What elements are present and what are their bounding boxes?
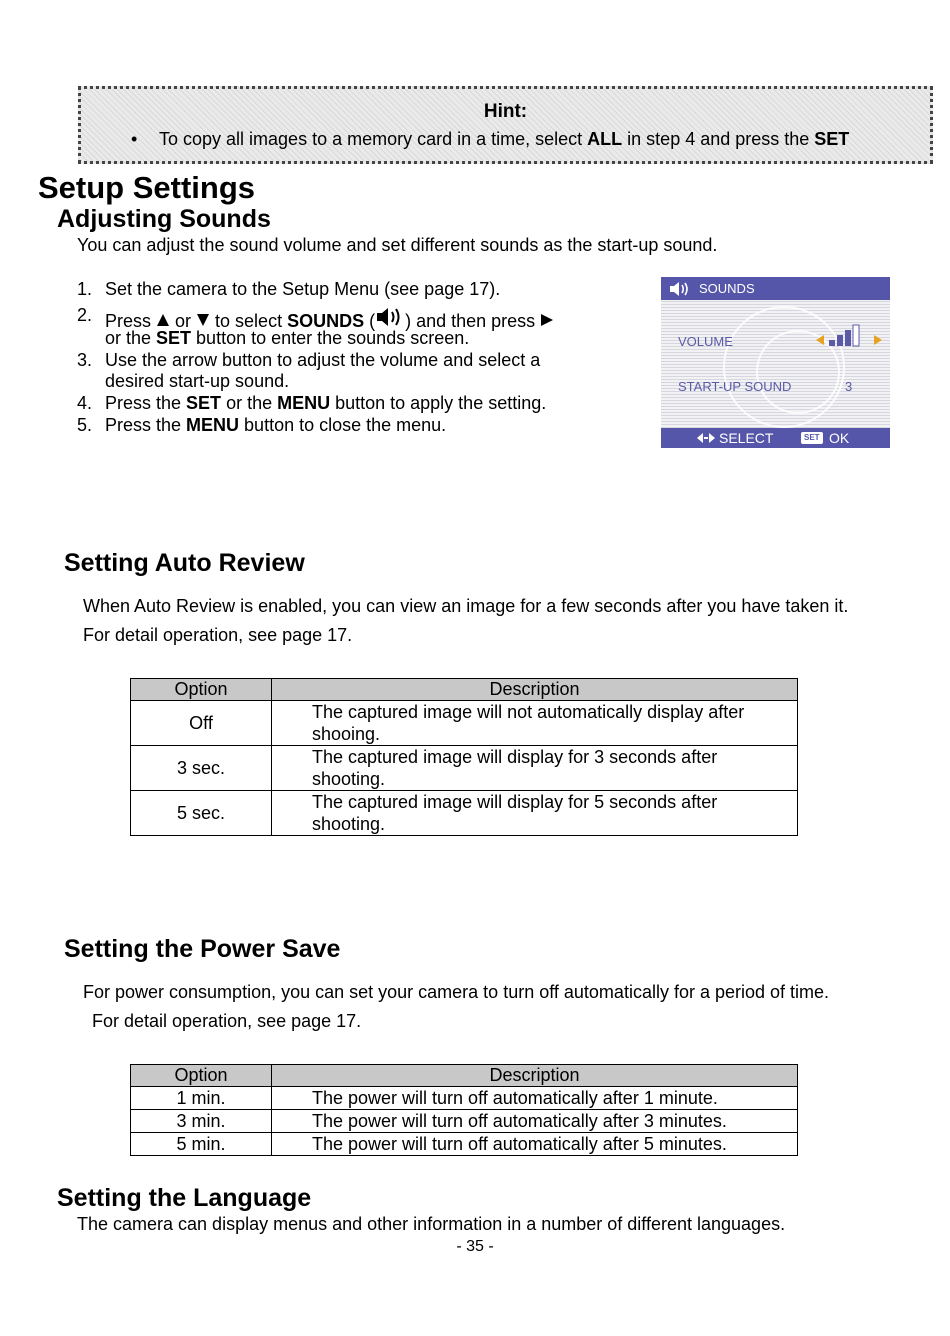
column-header: Description (272, 679, 798, 701)
description-cell (272, 701, 798, 746)
hint-text-part: in step 4 and press the (622, 129, 815, 149)
list-text: ( (364, 311, 376, 331)
description-line: shooting. (312, 814, 386, 834)
list-text: Press the (105, 393, 187, 413)
description-cell: The power will turn off automatically after 3 minutes. (272, 1110, 798, 1133)
list-text: or the (105, 328, 157, 348)
description-line: The captured image will display for 5 seconds after (312, 792, 718, 812)
option-cell: 1 min. (131, 1087, 272, 1110)
table-row (131, 746, 798, 791)
table-header-row (131, 1065, 798, 1087)
left-arrow-icon (816, 335, 824, 345)
screen-footer (661, 428, 890, 448)
hint-bold-set: SET (814, 129, 850, 149)
language-intro: The camera can display menus and other information in a number of different languages. (77, 1214, 786, 1234)
description-line: The captured image will not automatically display after (312, 702, 745, 722)
auto-review-text: For detail operation, see page 17. (83, 625, 353, 645)
hint-box (78, 86, 933, 164)
bold-menu: MENU (186, 415, 240, 435)
hint-bold-all: ALL (587, 129, 623, 149)
bold-menu: MENU (277, 393, 331, 413)
list-number: 4. (77, 393, 93, 413)
option-cell: 5 min. (131, 1133, 272, 1156)
sounds-screen (661, 277, 890, 448)
list-text: Use the arrow button to adjust the volume and select a (105, 350, 541, 370)
list-text: desired start-up sound. (105, 371, 290, 391)
list-number: 1. (77, 279, 93, 299)
hint-text-part: To copy all images to a memory card in a time, select (159, 129, 588, 149)
speaker-icon (375, 305, 405, 329)
description-line: shooing. (312, 724, 381, 744)
description-line: shooting. (312, 769, 386, 789)
sounds-intro: You can adjust the sound volume and set different sounds as the start-up sound. (77, 235, 718, 255)
option-cell: Off (131, 701, 272, 746)
list-text: button to apply the setting. (330, 393, 547, 413)
list-number: 2. (77, 305, 93, 325)
list-text: Set the camera to the Setup Menu (see page 17). (105, 279, 501, 299)
set-badge: SET (801, 432, 823, 444)
hint-title: Hint: (483, 101, 528, 122)
list-text: Press (105, 311, 157, 331)
option-cell: 5 sec. (131, 791, 272, 836)
bullet: • (131, 129, 138, 149)
down-arrow-icon (196, 313, 210, 327)
auto-review-table (130, 678, 798, 836)
power-save-text: For detail operation, see page 17. (92, 1011, 362, 1031)
table-row (131, 1110, 798, 1133)
startup-sound-label: START-UP SOUND (678, 379, 792, 394)
auto-review-heading: Setting Auto Review (64, 549, 305, 577)
volume-level-bars (827, 323, 863, 347)
speaker-icon (669, 281, 691, 297)
list-text: or the (221, 393, 278, 413)
sounds-heading: Adjusting Sounds (57, 205, 271, 233)
table-row (131, 1087, 798, 1110)
startup-sound-value: 3 (845, 379, 853, 394)
volume-label: VOLUME (678, 334, 733, 349)
description-cell: The power will turn off automatically after 5 minutes. (272, 1133, 798, 1156)
list-text: or (170, 311, 197, 331)
volume-bar (845, 330, 851, 346)
power-save-table (130, 1064, 798, 1156)
bold-sounds: SOUNDS (287, 311, 365, 331)
bold-set: SET (186, 393, 222, 413)
option-cell: 3 sec. (131, 746, 272, 791)
right-arrow-icon (540, 313, 554, 327)
select-label: SELECT (719, 430, 774, 446)
right-arrow-icon (874, 335, 882, 345)
screen-body (661, 300, 890, 428)
table-row (131, 1133, 798, 1156)
screen-title: SOUNDS (699, 281, 755, 296)
column-header: Option (131, 679, 272, 701)
bold-set: SET (156, 328, 192, 348)
description-cell: The power will turn off automatically after 1 minute. (272, 1087, 798, 1110)
column-header: Option (131, 1065, 272, 1087)
list-text: to select (210, 311, 288, 331)
screen-header (661, 277, 890, 300)
power-save-text: For power consumption, you can set your camera to turn off automatically for a period of time. (83, 982, 830, 1002)
page-title: Setup Settings (38, 170, 256, 205)
list-text: Press the (105, 415, 187, 435)
column-header: Description (272, 1065, 798, 1087)
list-text: button to enter the sounds screen. (191, 328, 470, 348)
volume-bar (853, 325, 859, 346)
description-cell (272, 746, 798, 791)
volume-bar (829, 340, 835, 346)
list-number: 3. (77, 350, 93, 370)
left-right-arrows-icon (697, 432, 715, 444)
page-number: - 35 - (456, 1238, 494, 1255)
volume-bar (837, 335, 843, 346)
list-text: ) and then press (405, 311, 541, 331)
power-save-heading: Setting the Power Save (64, 935, 341, 963)
table-row (131, 791, 798, 836)
auto-review-text: When Auto Review is enabled, you can view an image for a few seconds after you have taken it. (83, 596, 849, 616)
description-cell (272, 791, 798, 836)
list-number: 5. (77, 415, 93, 435)
up-arrow-icon (156, 313, 170, 327)
language-heading: Setting the Language (57, 1184, 312, 1212)
option-cell: 3 min. (131, 1110, 272, 1133)
ok-label: OK (829, 430, 850, 446)
list-text: button to close the menu. (239, 415, 447, 435)
description-line: The captured image will display for 3 seconds after (312, 747, 718, 767)
table-header-row (131, 679, 798, 701)
table-row (131, 701, 798, 746)
